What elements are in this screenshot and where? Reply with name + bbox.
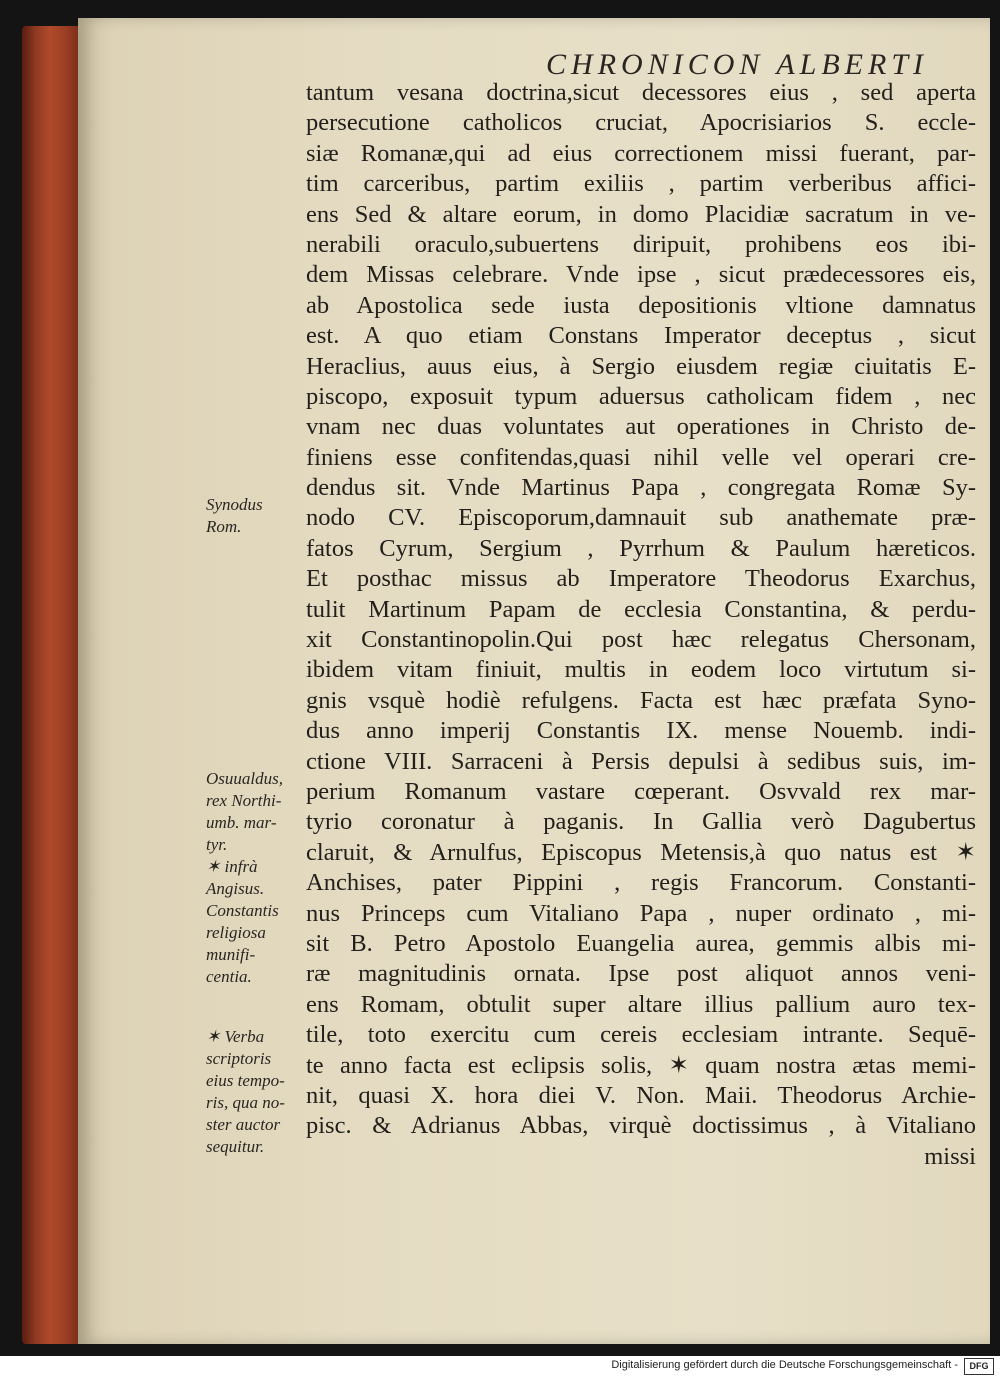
text-line: nerabili oraculo,subuertens diripuit, prohibens eos ibi-	[306, 230, 976, 258]
margin-note-line: ✶ Verba	[206, 1027, 265, 1046]
margin-note-oswaldus	[206, 768, 283, 988]
main-text-block	[306, 78, 976, 1172]
catchword: missi	[924, 1142, 976, 1170]
text-line: xit Constantinopolin.Qui post hæc relegatus Chersonam,	[306, 626, 976, 654]
text-line: finiens esse confitendas,quasi nihil velle vel operari cre-	[306, 443, 976, 471]
margin-note-line: centia.	[206, 967, 252, 986]
margin-note-line: ris, qua no-	[206, 1093, 285, 1112]
book-page-edge	[22, 26, 84, 1344]
text-line: ens Romam, obtulit super altare illius pallium auro tex-	[306, 990, 976, 1018]
text-line: nit, quasi X. hora diei V. Non. Maii. Theodorus Archie-	[306, 1081, 976, 1109]
text-line: ræ magnitudinis ornata. Ipse post aliquot annos veni-	[306, 960, 976, 988]
text-line: gnis vsquè hodiè refulgens. Facta est hæc præfata Syno-	[306, 686, 976, 714]
text-line: perium Romanum vastare cœperant. Osvvald rex mar-	[306, 777, 976, 805]
margin-note-line: tyr.	[206, 835, 228, 854]
text-line: dem Missas celebrare. Vnde ipse , sicut prædecessores eis,	[306, 261, 976, 289]
text-line: tyrio coronatur à paganis. In Gallia verò Dagubertus	[306, 808, 976, 836]
margin-note-line: Rom.	[206, 517, 242, 536]
margin-note-verba	[206, 1026, 285, 1158]
margin-note-line: Osuualdus,	[206, 769, 283, 788]
text-line: nodo CV. Episcoporum,damnauit sub anathemate præ-	[306, 504, 976, 532]
text-line: tantum vesana doctrina,sicut decessores eius , sed aperta	[306, 79, 976, 106]
text-line: piscopo, exposuit typum aduersus catholicam fidem , nec	[306, 382, 976, 410]
text-line: persecutione catholicos cruciat, Apocrisiarios S. eccle-	[306, 109, 976, 137]
text-line: pisc. & Adrianus Abbas, virquè doctissimus , à Vitaliano	[306, 1112, 976, 1140]
text-line: est. A quo etiam Constans Imperator deceptus , sicut	[306, 322, 976, 350]
text-line: claruit, & Arnulfus, Episcopus Metensis,à quo natus est ✶	[306, 838, 976, 866]
margin-note-line: Angisus.	[206, 879, 265, 898]
margin-note-line: ✶ infrà	[206, 857, 258, 876]
text-line: ibidem vitam finiuit, multis in eodem loco virtutum si-	[306, 656, 976, 684]
margin-note-line: Synodus	[206, 495, 263, 514]
text-line: siæ Romanæ,qui ad eius correctionem missi fuerant, par-	[306, 139, 976, 167]
margin-note-line: ster auctor	[206, 1115, 281, 1134]
text-line: tim carceribus, partim exiliis , partim verberibus affici-	[306, 170, 976, 198]
text-line: dendus sit. Vnde Martinus Papa , congregata Romæ Sy-	[306, 474, 976, 502]
margin-note-line: sequitur.	[206, 1137, 265, 1156]
text-line: dus anno imperij Constantis IX. mense Nouemb. indi-	[306, 717, 976, 745]
text-line: Heraclius, auus eius, à Sergio eiusdem regiæ ciuitatis E-	[306, 352, 976, 380]
text-line: ab Apostolica sede iusta depositionis vltione damnatus	[306, 291, 976, 319]
margin-note-line: umb. mar-	[206, 813, 277, 832]
margin-note-line: scriptoris	[206, 1049, 272, 1068]
text-line: ctione VIII. Sarraceni à Persis depulsi à sedibus suis, im-	[306, 747, 976, 775]
text-line: te anno facta est eclipsis solis, ✶ quam nostra ætas memi-	[306, 1051, 976, 1079]
margin-note-line: eius tempo-	[206, 1071, 285, 1090]
text-line: tile, toto exercitu cum cereis ecclesiam intrante. Sequē-	[306, 1021, 976, 1049]
margin-note-line: Constantis	[206, 901, 279, 920]
margin-note-synodus	[206, 494, 263, 538]
running-head: CHRONICON ALBERTI	[546, 48, 928, 81]
text-line: Et posthac missus ab Imperatore Theodorus Exarchus,	[306, 565, 976, 593]
text-line: nus Princeps cum Vitaliano Papa , nuper ordinato , mi-	[306, 899, 976, 927]
text-line: Anchises, pater Pippini , regis Francorum. Constanti-	[306, 869, 976, 897]
margin-note-line: rex Northi-	[206, 791, 282, 810]
text-line: sit B. Petro Apostolo Euangelia aurea, gemmis albis mi-	[306, 929, 976, 957]
text-line: fatos Cyrum, Sergium , Pyrrhum & Paulum hæreticos.	[306, 534, 976, 562]
margin-note-line: munifi-	[206, 945, 256, 964]
dfg-logo-icon: DFG	[964, 1358, 994, 1375]
text-line: vnam nec duas voluntates aut operationes in Christo de-	[306, 413, 976, 441]
footer-bar	[0, 1356, 1000, 1378]
margin-note-line: religiosa	[206, 923, 266, 942]
text-line: tulit Martinum Papam de ecclesia Constantina, & perdu-	[306, 595, 976, 623]
funding-credit: Digitalisierung gefördert durch die Deutsche Forschungsgemeinschaft -	[611, 1359, 958, 1371]
text-line: ens Sed & altare eorum, in domo Placidiæ sacratum in ve-	[306, 200, 976, 228]
